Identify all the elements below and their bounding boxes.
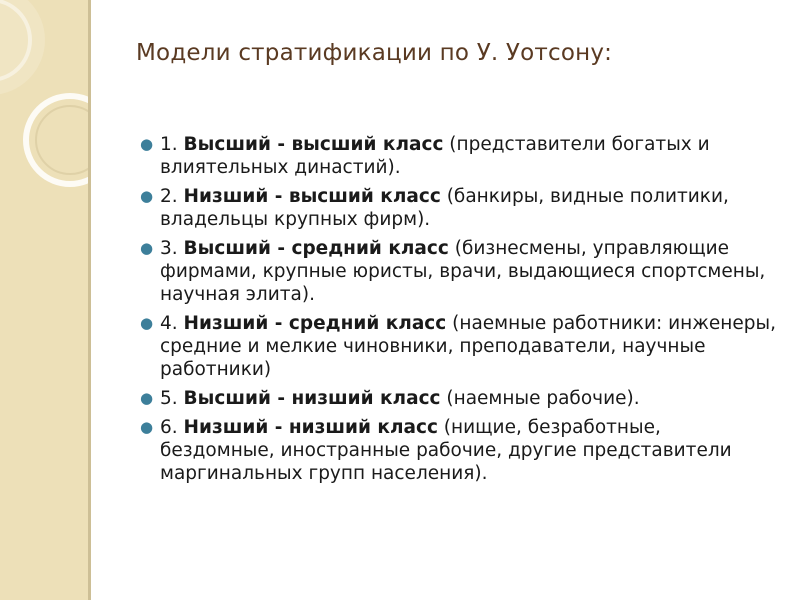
list-item [140,237,780,306]
class-model-list [140,133,780,491]
item-number: 6. [160,417,184,438]
inner-ring [36,106,88,174]
slide-title: Модели стратификации по У. Уотсону: [136,40,613,66]
item-term: Низший - высший класс [183,186,441,207]
item-number: 1. [160,134,184,155]
list-item [140,312,780,381]
bullet-icon: ● [140,187,154,205]
item-description: (нищие, безработные, бездомные, иностранные рабочие, другие представители маргинальных групп населения). [160,417,732,484]
decorative-circles [0,0,88,600]
list-item [140,133,780,179]
list-item [140,185,780,231]
item-description: (бизнесмены, управляющие фирмами, крупные юристы, врачи, выдающиеся спортсмены, научная элита). [160,238,766,305]
top-disc [0,0,45,95]
item-description: (банкиры, видные политики, владельцы крупных фирм). [160,186,729,230]
decorative-sidebar [0,0,88,600]
item-term: Низший - низший класс [183,417,438,438]
bullet-icon: ● [140,135,154,153]
item-term: Высший - высший класс [183,134,444,155]
item-number: 2. [160,186,184,207]
bullet-icon: ● [140,314,154,332]
item-term: Высший - низший класс [183,388,441,409]
item-description: (наемные рабочие). [440,388,640,409]
sidebar-divider [88,0,91,600]
list-item [140,416,780,485]
item-number: 4. [160,313,184,334]
item-number: 3. [160,238,184,259]
item-term: Высший - средний класс [183,238,449,259]
bullet-icon: ● [140,389,154,407]
item-term: Низший - средний класс [183,313,447,334]
item-description: (представители богатых и влиятельных династий). [160,134,710,178]
bullet-icon: ● [140,239,154,257]
bullet-icon: ● [140,418,154,436]
item-description: (наемные работники: инженеры, средние и мелкие чиновники, преподаватели, научные работники) [160,313,776,380]
item-number: 5. [160,388,184,409]
list-item [140,387,780,410]
